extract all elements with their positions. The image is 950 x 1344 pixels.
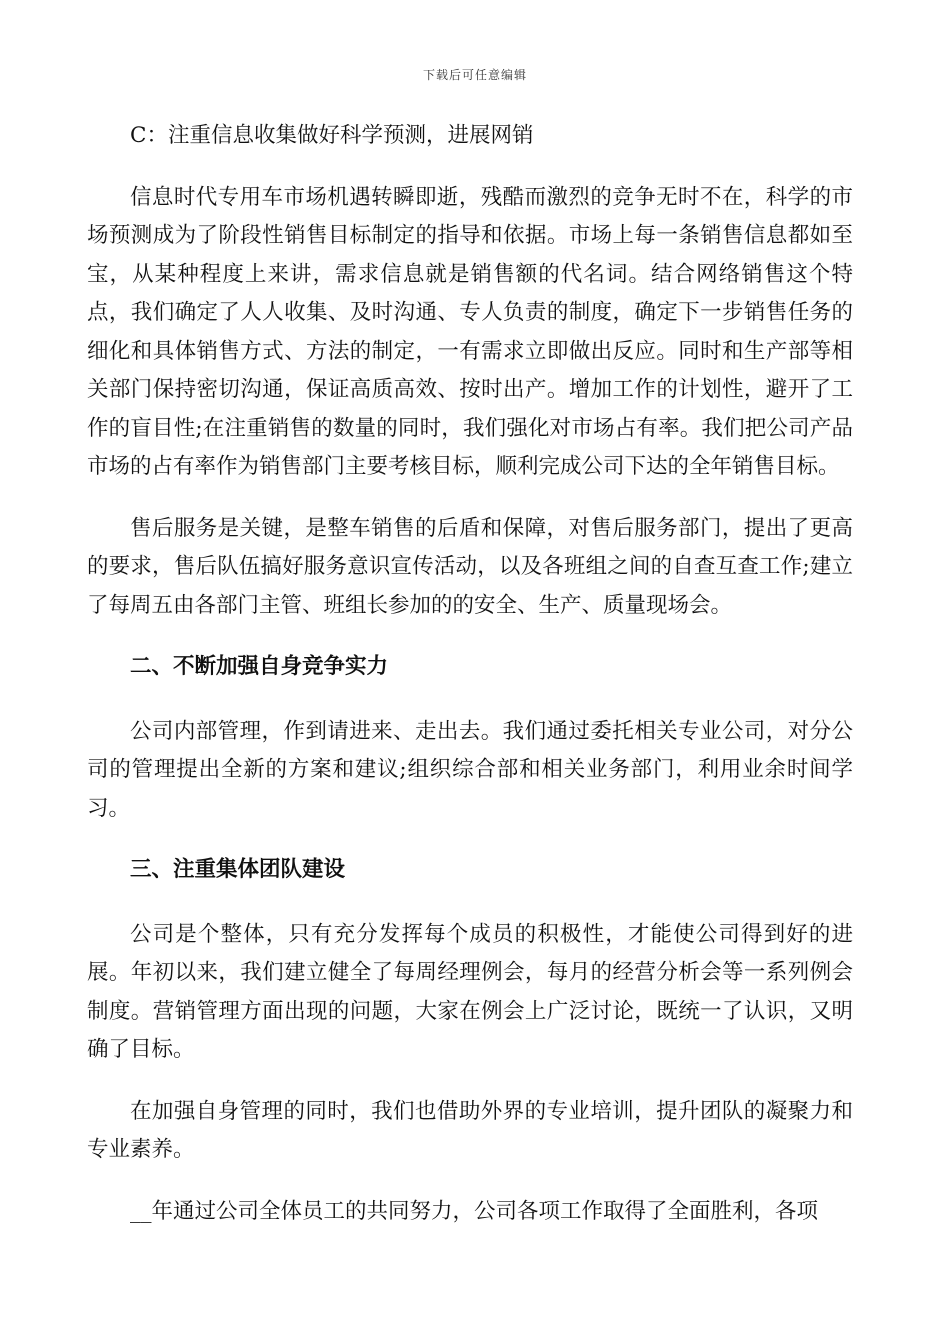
- page-header: 下载后可任意编辑: [422, 68, 527, 82]
- paragraph: 公司内部管理，作到请进来、走出去。我们通过委托相关专业公司，对分公司的管理提出全新的方案和建议;组织综合部和相关业务部门，利用业余时间学习。: [87, 718, 853, 821]
- section-heading: 三、注重集体团队建设: [130, 857, 346, 882]
- document-body: [87, 117, 853, 1254]
- paragraph: __年通过公司全体员工的共同努力，公司各项工作取得了全面胜利，各项: [130, 1198, 819, 1224]
- subsection-title: C：注重信息收集做好科学预测，进展网销: [130, 123, 534, 148]
- paragraph: 在加强自身管理的同时，我们也借助外界的专业培训，提升团队的凝聚力和专业素养。: [87, 1098, 853, 1162]
- paragraph: 公司是个整体，只有充分发挥每个成员的积极性，才能使公司得到好的进展。年初以来，我们建立健全了每周经理例会，每月的经营分析会等一系列例会制度。营销管理方面出现的问题，大家在例会上广泛讨论，既统一了认识，又明确了目标。: [87, 921, 853, 1062]
- paragraph: 信息时代专用车市场机遇转瞬即逝，残酷而激烈的竞争无时不在，科学的市场预测成为了阶段性销售目标制定的指导和依据。市场上每一条销售信息都如至宝，从某种程度上来讲，需求信息就是销售额的代名词。结合网络销售这个特点，我们确定了人人收集、及时沟通、专人负责的制度，确定下一步销售任务的细化和具体销售方式、方法的制定，一有需求立即做出反应。同时和生产部等相关部门保持密切沟通，保证高质高效、按时出产。增加工作的计划性，避开了工作的盲目性;在注重销售的数量的同时，我们强化对市场占有率。我们把公司产品市场的占有率作为销售部门主要考核目标，顺利完成公司下达的全年销售目标。: [87, 184, 853, 479]
- section-heading: 二、不断加强自身竞争实力: [130, 654, 389, 679]
- paragraph: 售后服务是关键，是整车销售的后盾和保障，对售后服务部门，提出了更高的要求，售后队伍搞好服务意识宣传活动，以及各班组之间的自查互查工作;建立了每周五由各部门主管、班组长参加的的安全、生产、质量现场会。: [87, 515, 853, 618]
